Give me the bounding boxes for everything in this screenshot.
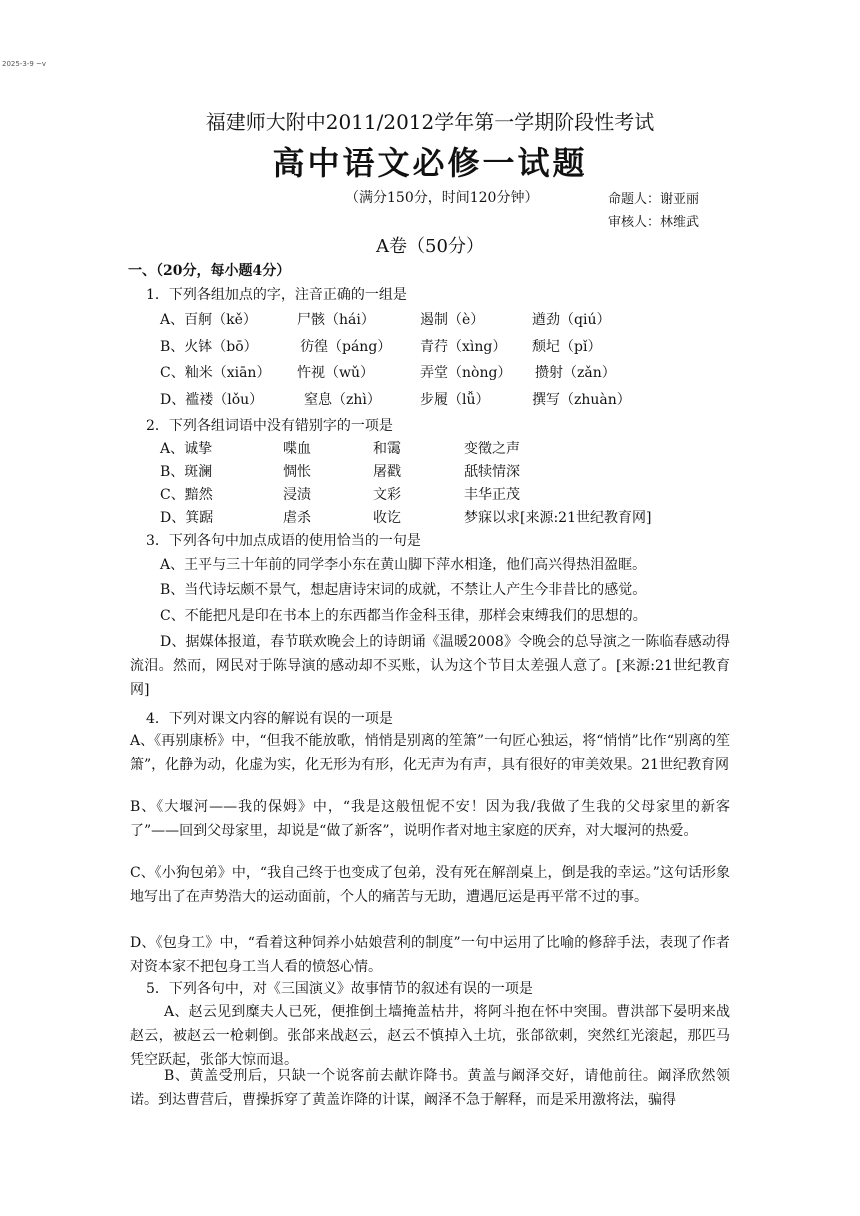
q1-option-a1: A、百舸（kě） [160,312,257,328]
question-1-stem: 1．下列各组加点的字，注音正确的一组是 [146,287,407,303]
q2-option-c3: 文彩 [373,487,401,503]
q3-option-d: D、据媒体报道，春节联欢晚会上的诗朗诵《温暖2008》令晚会的总导演之一陈临春感动得流泪。然而，网民对于陈导演的感动却不买账，认为这个节目太差强人意了。[来源:21世纪教育网] [130,634,730,698]
q1-option-b4: 颓圮（pǐ） [532,339,602,355]
q1-option-b2: 彷徨（páng） [300,339,392,355]
q2-option-d2: 虐杀 [283,510,311,526]
q1-option-a2: 尸骸（hái） [297,312,375,328]
q2-option-a4: 变徵之声 [464,441,520,457]
q1-option-c4: 攒射（zǎn） [535,365,616,381]
question-3-stem: 3．下列各句中加点成语的使用恰当的一句是 [146,533,421,549]
q2-option-d1: D、箕踞 [160,510,214,526]
q2-option-d4: 梦寐以求[来源:21世纪教育网] [464,510,652,526]
q2-option-a2: 喋血 [283,441,311,457]
corner-stamp: 2025-3-9 ~v [2,60,47,68]
section-heading: 一、（20分，每小题4分） [128,263,291,279]
q3-option-c: C、不能把凡是印在书本上的东西都当作金科玉律，那样会束缚我们的思想的。 [160,608,647,624]
q1-option-d1: D、褴褛（lǒu） [160,392,264,408]
q1-option-c2: 忤视（wǔ） [297,365,374,381]
q1-option-d2: 窒息（zhì） [304,392,381,408]
q2-option-c4: 丰华正茂 [464,487,520,503]
q2-option-a3: 和霭 [373,441,401,457]
q3-option-a: A、王平与三十年前的同学李小东在黄山脚下萍水相逢，他们高兴得热泪盈眶。 [160,557,647,573]
q2-option-a1: A、诚挚 [160,441,213,457]
q1-option-a4: 遒劲（qiú） [532,312,611,328]
q2-option-b2: 惆怅 [283,464,311,480]
q1-option-c1: C、籼米（xiān） [160,365,271,381]
q1-option-d4: 撰写（zhuàn） [532,392,631,408]
question-4-stem: 4．下列对课文内容的解说有误的一项是 [146,711,393,727]
question-5-stem: 5．下列各句中，对《三国演义》故事情节的叙述有误的一项是 [146,981,533,997]
exam-reviewer: 审核人：林维武 [608,215,700,230]
volume-heading: A卷（50分） [376,236,484,257]
q1-option-b3: 青荇（xìng） [420,339,507,355]
q4-option-a: A、《再别康桥》中，“但我不能放歌，悄悄是别离的笙箫”一句匠心独运，将“悄悄”比作“别离的笙箫”，化静为动，化虚为实，化无形为有形，化无声为有声，具有很好的审美效果。21世纪教育网 [130,733,730,773]
question-2-stem: 2．下列各组词语中没有错别字的一项是 [146,418,393,434]
q2-option-b4: 舐犊情深 [464,464,520,480]
q5-option-b: B、黄盖受刑后，只缺一个说客前去献诈降书。黄盖与阚泽交好，请他前往。阚泽欣然领诺。到达曹营后，曹操拆穿了黄盖诈降的计谋，阚泽不急于解释，而是采用激将法，骗得 [130,1068,730,1108]
exam-author: 命题人：谢亚丽 [608,192,700,207]
q2-option-c2: 浸渍 [283,487,311,503]
q1-option-b1: B、火钵（bō） [160,339,258,355]
q2-option-d3: 收讫 [373,510,401,526]
exam-meta: （满分150分，时间120分钟） [345,190,539,206]
q4-option-d: D、《包身工》中，“看着这种饲养小姑娘营利的制度”一句中运用了比喻的修辞手法，表现了作者对资本家不把包身工当人看的愤怒心情。 [130,935,730,975]
exam-subtitle: 福建师大附中2011/2012学年第一学期阶段性考试 [205,110,655,134]
q2-option-c1: C、黯然 [160,487,213,503]
q5-option-a: A、赵云见到糜夫人已死，便推倒土墙掩盖枯井，将阿斗抱在怀中突围。曹洪部下晏明来战赵云，被赵云一枪刺倒。张郃来战赵云，赵云不慎掉入土坑，张郃欲刺，突然红光滚起，那匹马凭空跃起，张郃大惊而退。 [130,1004,730,1068]
q2-option-b1: B、斑澜 [160,464,213,480]
q4-option-c: C、《小狗包弟》中，“我自己终于也变成了包弟，没有死在解剖桌上，倒是我的幸运。”这句话形象地写出了在声势浩大的运动面前，个人的痛苦与无助，遭遇厄运是再平常不过的事。 [130,865,730,905]
exam-title: 高中语文必修一试题 [272,144,588,182]
q1-option-c3: 弄堂（nòng） [420,365,512,381]
q4-option-b: B、《大堰河——我的保姆》中，“我是这般忸怩不安！因为我/我做了生我的父母家里的新客了”——回到父母家里，却说是“做了新客”，说明作者对地主家庭的厌弃，对大堰河的热爱。 [130,799,730,839]
q1-option-d3: 步履（lǚ） [420,392,490,408]
q3-option-b: B、当代诗坛颇不景气，想起唐诗宋词的成就，不禁让人产生今非昔比的感觉。 [160,582,647,598]
q1-option-a3: 遏制（è） [420,312,485,328]
q2-option-b3: 屠戳 [373,464,401,480]
